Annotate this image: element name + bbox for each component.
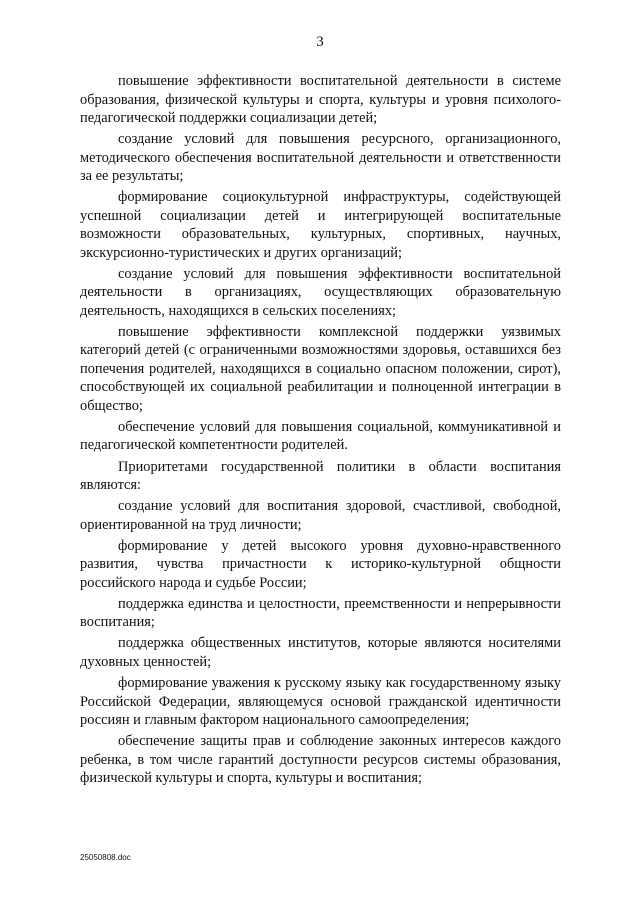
paragraph: обеспечение условий для повышения социальной, коммуникативной и педагогической компетентности родителей. (80, 418, 561, 454)
paragraph: формирование у детей высокого уровня духовно-нравственного развития, чувства причастности к историко-культурной общности российского народа и судьбе России; (80, 537, 561, 591)
paragraph: повышение эффективности комплексной поддержки уязвимых категорий детей (с ограниченными возможностями здоровья, оставшихся без попечения родителей, находящихся в социально опасном положении, сирот), способствующей их социальной реабилитации и полноценной интеграции в общество; (80, 323, 561, 414)
document-filename: 25050808.doc (80, 853, 131, 862)
paragraph: создание условий для воспитания здоровой, счастливой, свободной, ориентированной на труд личности; (80, 498, 561, 533)
document-body (80, 72, 561, 790)
paragraph: обеспечение защиты прав и соблюдение законных интересов каждого ребенка, в том числе гарантий доступности ресурсов системы образования, физической культуры и спорта, культуры и воспитания; (80, 733, 561, 787)
page-number: 3 (316, 34, 324, 50)
paragraph: поддержка единства и целостности, преемственности и непрерывности воспитания; (80, 595, 561, 631)
paragraph: повышение эффективности воспитательной деятельности в системе образования, физической культуры и спорта, культуры и уровня психолого-педагогической поддержки социализации детей; (80, 73, 561, 126)
paragraph: формирование социокультурной инфраструктуры, содействующей успешной социализации детей и интегрирующей воспитательные возможности образовательных, культурных, спортивных, научных, экскурсионно-туристических и других организаций; (80, 189, 561, 261)
paragraph: создание условий для повышения эффективности воспитательной деятельности в организациях, осуществляющих образовательную деятельность, находящихся в сельских поселениях; (80, 265, 561, 319)
paragraph: формирование уважения к русскому языку как государственному языку Российской Федерации, являющемуся основой гражданской идентичности россиян и главным фактором национального самоопределения; (80, 675, 561, 729)
paragraph: создание условий для повышения ресурсного, организационного, методического обеспечения воспитательной деятельности и ответственности за ее результаты; (80, 131, 561, 185)
paragraph: Приоритетами государственной политики в области воспитания являются: (80, 458, 561, 494)
paragraph: поддержка общественных институтов, которые являются носителями духовных ценностей; (80, 635, 561, 670)
